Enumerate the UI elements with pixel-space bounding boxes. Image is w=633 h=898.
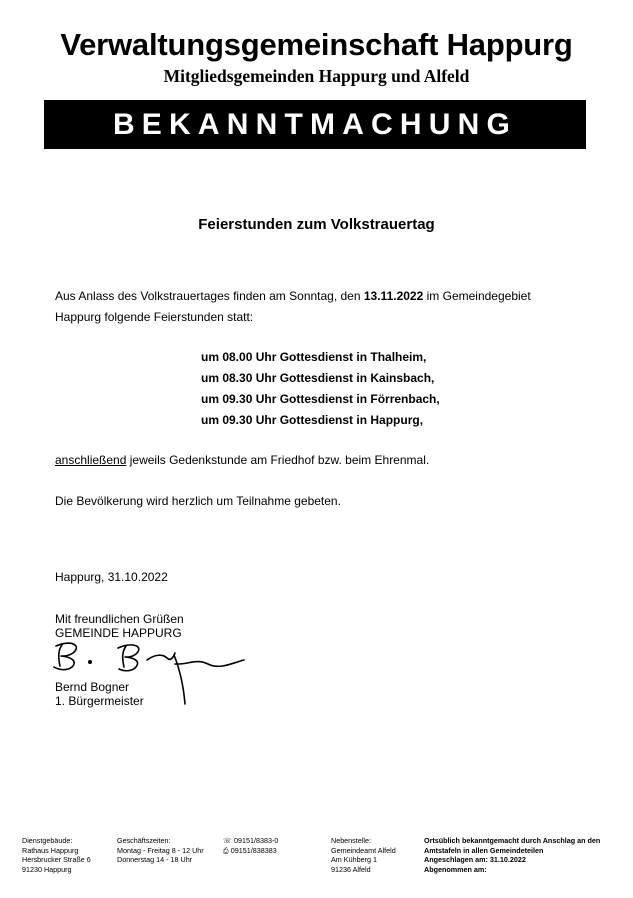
intro-line-1 (55, 288, 531, 305)
announcement-banner: BEKANNTMACHUNG (44, 100, 586, 149)
footer-fax-row (223, 846, 278, 856)
place-date: Happurg, 31.10.2022 (55, 570, 168, 584)
followup-text: jeweils Gedenkstunde am Friedhof bzw. beim Ehrenmal. (126, 453, 430, 467)
intro-text: Aus Anlass des Volkstrauertages finden am Sonntag, den (55, 289, 364, 303)
footer-posting-line: Amtstafeln in allen Gemeindeteilen (424, 845, 544, 855)
footer-phone: 09151/8383-0 (234, 836, 279, 845)
footer-office (22, 836, 91, 874)
footer-office-label: Dienstgebäude: (22, 836, 73, 845)
footer-branch-line: 91236 Alfeld (331, 864, 371, 874)
footer-fax: 09151/838383 (230, 845, 277, 855)
organization-subtitle: Mitgliedsgemeinden Happurg und Alfeld (163, 66, 470, 86)
footer-hours (117, 836, 204, 865)
invitation-line: Die Bevölkerung wird herzlich um Teilnahme gebeten. (55, 494, 341, 508)
footer-phone-row (223, 836, 278, 846)
footer-hours-line: Montag - Freitag 8 - 12 Uhr (117, 845, 204, 855)
footer-posting-line: Ortsüblich bekanntgemacht durch Anschlag an den (424, 836, 601, 845)
footer-posting-line: Angeschlagen am: 31.10.2022 (424, 855, 526, 864)
footer-office-line: 91230 Happurg (22, 864, 72, 874)
service-item: um 09.30 Uhr Gottesdienst in Happurg, (201, 413, 424, 427)
closing-organization: GEMEINDE HAPPURG (55, 626, 182, 640)
footer-posting (424, 836, 600, 874)
footer-branch (331, 836, 396, 874)
followup-emphasis: anschließend (55, 453, 127, 467)
footer-hours-label: Geschäftszeiten: (117, 836, 171, 845)
service-item: um 08.30 Uhr Gottesdienst in Kainsbach, (201, 371, 435, 385)
service-item: um 08.00 Uhr Gottesdienst in Thalheim, (201, 350, 427, 364)
intro-text-continued: im Gemeindegebiet (423, 289, 531, 303)
footer-branch-line: Am Kühberg 1 (331, 855, 377, 864)
footer-office-line: Hersbrucker Straße 6 (22, 855, 91, 864)
footer-hours-line: Donnerstag 14 - 18 Uhr (117, 855, 193, 864)
footer-branch-line: Gemeindeamt Alfeld (331, 845, 396, 855)
fax-icon: ⎙ (223, 845, 229, 855)
phone-icon: ☏ (223, 836, 232, 845)
footer-office-line: Rathaus Happurg (22, 845, 79, 855)
footer-contact (223, 836, 278, 855)
footer-posting-line: Abgenommen am: (424, 864, 487, 874)
service-item: um 09.30 Uhr Gottesdienst in Förrenbach, (201, 392, 440, 406)
notice-heading: Feierstunden zum Volkstrauertag (198, 216, 435, 233)
intro-line-2: Happurg folgende Feierstunden statt: (55, 310, 254, 324)
organization-title: Verwaltungsgemeinschaft Happurg (60, 27, 573, 62)
event-date: 13.11.2022 (363, 289, 424, 303)
signer-name: Bernd Bogner (55, 680, 130, 694)
footer-branch-label: Nebenstelle: (331, 836, 371, 845)
signer-title: 1. Bürgermeister (55, 694, 144, 708)
followup-line (55, 452, 429, 469)
closing-line: Mit freundlichen Grüßen (55, 612, 184, 626)
